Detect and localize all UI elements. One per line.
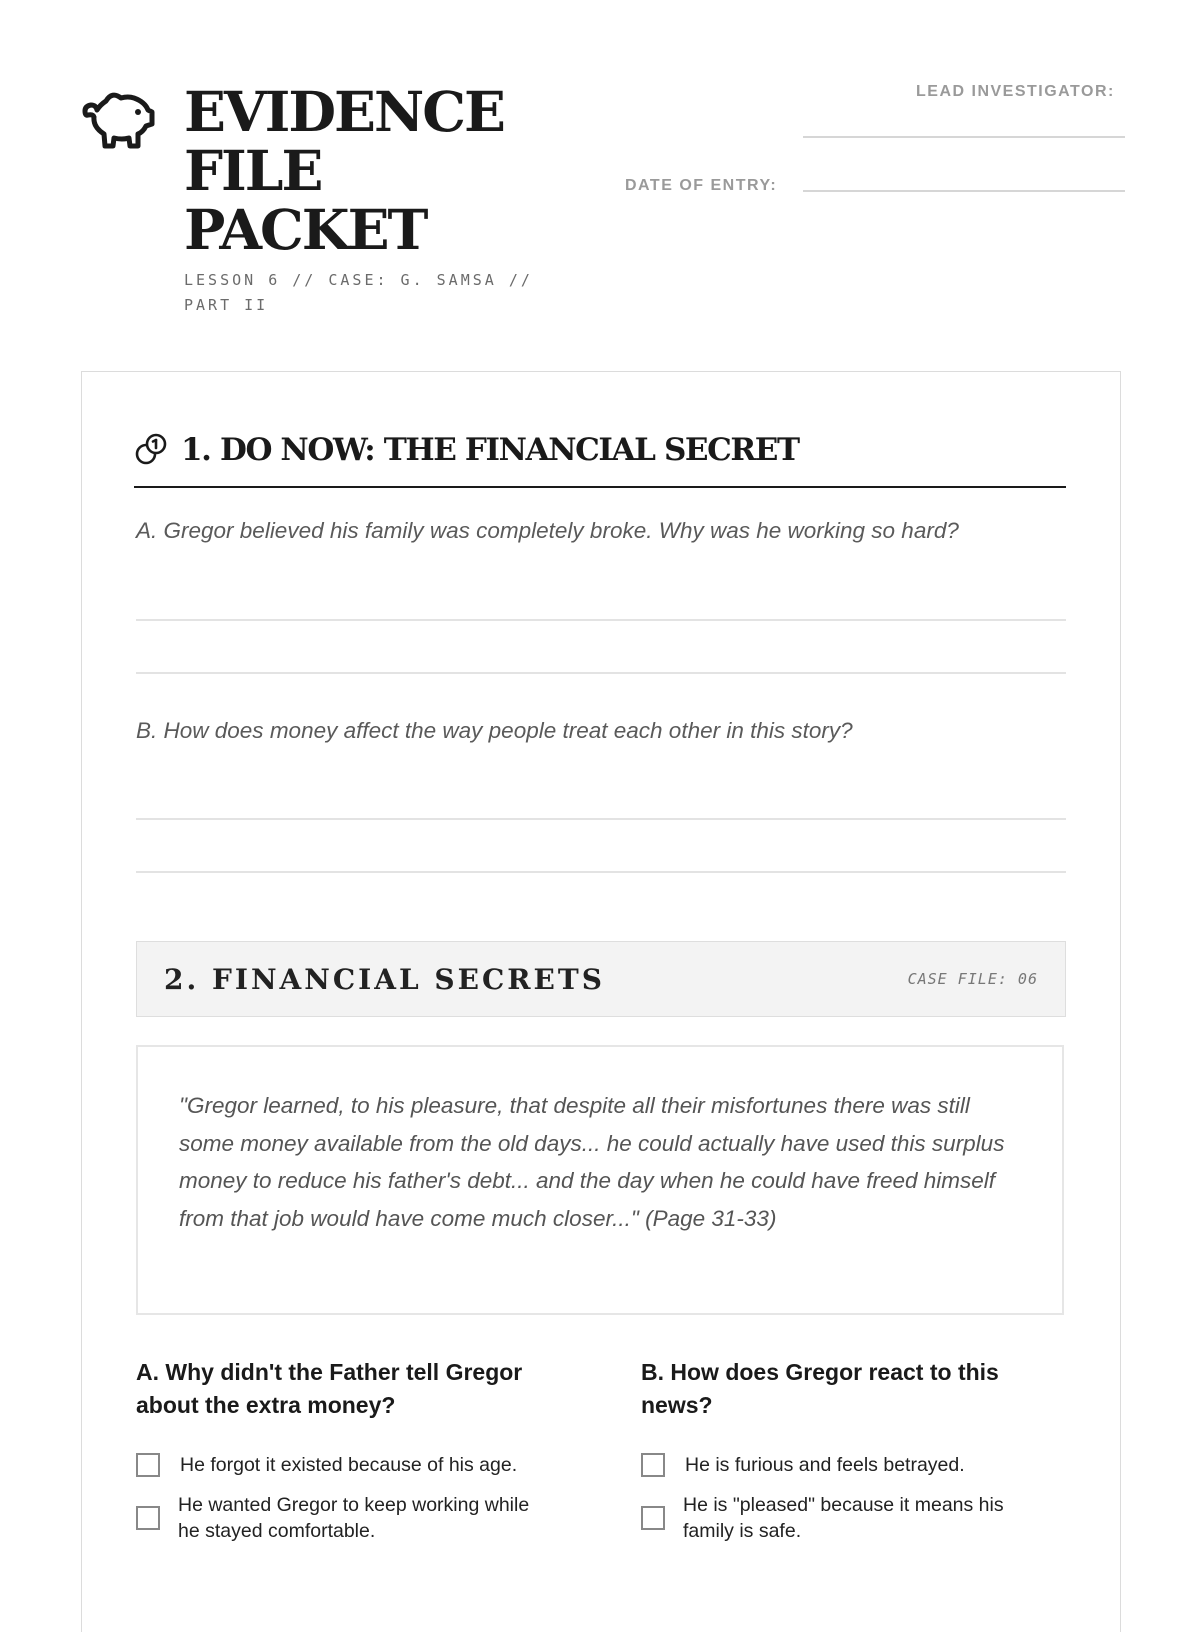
coins-icon — [134, 432, 168, 466]
date-of-entry-label: DATE OF ENTRY: — [625, 177, 778, 194]
option-b1[interactable] — [641, 1452, 965, 1478]
section-2-header — [136, 941, 1066, 1017]
date-of-entry-input[interactable] — [803, 190, 1125, 192]
checkbox[interactable] — [641, 1453, 665, 1477]
title-line: EVIDENCE — [184, 79, 504, 144]
do-now-question-b: B. How does money affect the way people treat each other in this story? — [136, 718, 853, 743]
option-a1[interactable] — [136, 1452, 517, 1478]
option-label: He is furious and feels betrayed. — [685, 1454, 965, 1476]
title-line: PACKET — [184, 197, 427, 262]
section-1-title: 1. DO NOW: THE FINANCIAL SECRET — [181, 432, 799, 468]
answer-line[interactable] — [136, 619, 1066, 621]
option-a2[interactable] — [136, 1492, 538, 1544]
answer-line[interactable] — [136, 672, 1066, 674]
evidence-quote-box — [136, 1045, 1064, 1315]
checkbox[interactable] — [641, 1506, 665, 1530]
lead-investigator-label: LEAD INVESTIGATOR: — [916, 83, 1115, 100]
answer-line[interactable] — [136, 871, 1066, 873]
option-b2[interactable] — [641, 1492, 1043, 1544]
financial-question-b: B. How does Gregor react to this news? — [641, 1359, 999, 1418]
option-label: He is "pleased" because it means his family is safe. — [683, 1494, 1004, 1542]
section-1-header — [134, 428, 1066, 488]
case-file-badge: CASE FILE: 06 — [907, 970, 1038, 988]
financial-question-a: A. Why didn't the Father tell Gregor about the extra money? — [136, 1359, 523, 1418]
option-label: He wanted Gregor to keep working while he stayed comfortable. — [178, 1494, 530, 1542]
title-line: FILE — [184, 138, 322, 203]
page-title — [184, 79, 504, 262]
option-label: He forgot it existed because of his age. — [180, 1454, 518, 1476]
lead-investigator-input[interactable] — [803, 136, 1125, 138]
evidence-quote: "Gregor learned, to his pleasure, that despite all their misfortunes there was still some money available from the old days... he could actually have used this surplus money to reduce his father's debt... and the day when he could have freed himself from that job would have come much closer..." (Page 31-33) — [179, 1093, 1005, 1231]
checkbox[interactable] — [136, 1506, 160, 1530]
answer-line[interactable] — [136, 818, 1066, 820]
piggy-bank-icon — [82, 86, 156, 152]
do-now-question-a: A. Gregor believed his family was completely broke. Why was he working so hard? — [136, 518, 959, 543]
checkbox[interactable] — [136, 1453, 160, 1477]
lesson-subtitle: LESSON 6 // CASE: G. SAMSA // PART II — [184, 271, 533, 314]
section-2-title: 2. FINANCIAL SECRETS — [164, 963, 605, 996]
